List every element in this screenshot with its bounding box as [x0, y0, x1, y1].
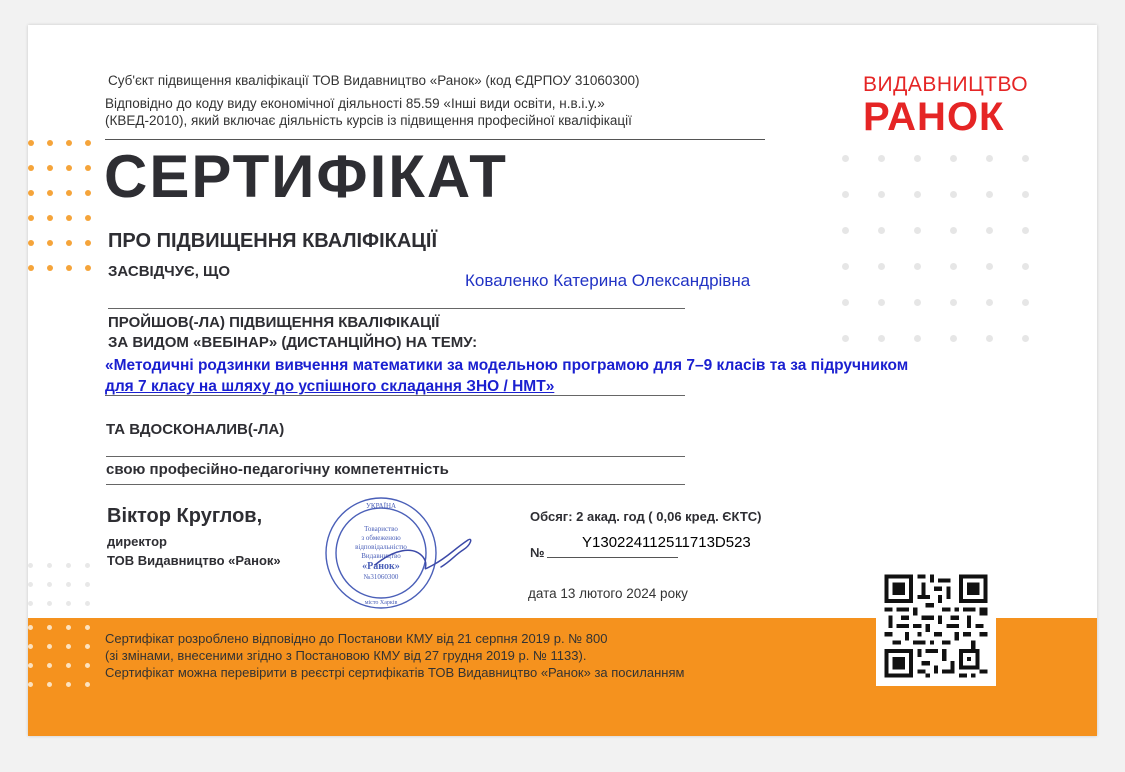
- completed-line-1: ПРОЙШОВ(-ЛА) ПІДВИЩЕННЯ КВАЛІФІКАЦІЇ: [108, 314, 440, 331]
- footer-line-3: Сертифікат можна перевірити в реєстрі сертифікатів ТОВ Видавництво «Ранок» за посиланням: [105, 665, 685, 680]
- stamp-line-4: Видавництво: [361, 552, 401, 560]
- competence-text: свою професійно-педагогічну компетентність: [106, 461, 449, 478]
- improved-label: ТА ВДОСКОНАЛИВ(-ЛА): [106, 421, 285, 438]
- recipient-name: Коваленко Катерина Олександрівна: [465, 271, 751, 290]
- certificate-subtitle: ПРО ПІДВИЩЕННЯ КВАЛІФІКАЦІЇ: [108, 230, 437, 252]
- completed-line-2: ЗА ВИДОМ «ВЕБІНАР» (ДИСТАНЦІЙНО) НА ТЕМУ:: [108, 334, 478, 351]
- grey-dots-right: [842, 155, 1029, 342]
- header-line-2: Відповідно до коду виду економічної діяльності 85.59 «Інші види освіти, н.в.і.у.»: [105, 96, 605, 111]
- improved-underline: [106, 456, 685, 457]
- topic-line-1: «Методичні родзинки вивчення математики за модельною програмою для 7–9 класів та за підручником: [105, 357, 909, 374]
- orange-dots-top-left: [28, 140, 91, 271]
- logo-top-text: ВИДАВНИЦТВО: [863, 73, 1029, 96]
- topic-line-2: для 7 класу на шляху до успішного складання ЗНО / НМТ»: [105, 378, 555, 395]
- header-divider: [105, 139, 765, 140]
- certificate-sheet: [28, 25, 1097, 736]
- signer-org: ТОВ Видавництво «Ранок»: [107, 553, 281, 568]
- footer-line-2: (зі змінами, внесеними згідно з Постановою КМУ від 27 грудня 2019 р. № 1133).: [105, 648, 587, 663]
- competence-underline: [106, 484, 685, 485]
- number-label: №: [530, 545, 545, 560]
- issue-date: дата 13 лютого 2024 року: [528, 586, 688, 601]
- volume-text: Обсяг: 2 акад. год ( 0,06 кред. ЄКТС): [530, 509, 762, 524]
- logo-bottom-text: РАНОК: [863, 95, 1005, 139]
- stamp-code: №31060300: [363, 573, 399, 581]
- certificate-number: Y130224112511713D523: [582, 534, 751, 551]
- number-underline: [547, 557, 678, 558]
- recipient-underline: [108, 308, 685, 309]
- official-stamp: [323, 495, 483, 613]
- publisher-logo: [863, 73, 1028, 137]
- white-dots-bottom-left: [28, 625, 90, 687]
- stamp-city-text: місто Харків: [364, 600, 398, 606]
- stamp-line-1: Товариство: [364, 525, 398, 533]
- stamp-line-3: відповідальністю: [355, 543, 407, 551]
- header-line-3: (КВЕД-2010), який включає діяльність курсів із підвищення професійної кваліфікації: [105, 113, 632, 128]
- grey-dots-bottom-left: [28, 563, 90, 606]
- signer-role: директор: [107, 534, 167, 549]
- certifies-label: ЗАСВІДЧУЄ, ЩО: [108, 263, 231, 280]
- footer-line-1: Сертифікат розроблено відповідно до Постанови КМУ від 21 серпня 2019 р. № 800: [105, 631, 608, 646]
- header-line-1: Суб'єкт підвищення кваліфікації ТОВ Видавництво «Ранок» (код ЄДРПОУ 31060300): [108, 73, 640, 88]
- certificate-title: СЕРТИФІКАТ: [104, 143, 508, 210]
- signer-name: Віктор Круглов,: [107, 505, 263, 527]
- topic-underline: [105, 395, 685, 396]
- stamp-line-5: «Ранок»: [362, 561, 400, 572]
- stamp-country-text: УКРАЇНА: [365, 502, 397, 510]
- qr-code-icon[interactable]: [876, 566, 996, 686]
- stamp-line-2: з обмеженою: [361, 534, 401, 542]
